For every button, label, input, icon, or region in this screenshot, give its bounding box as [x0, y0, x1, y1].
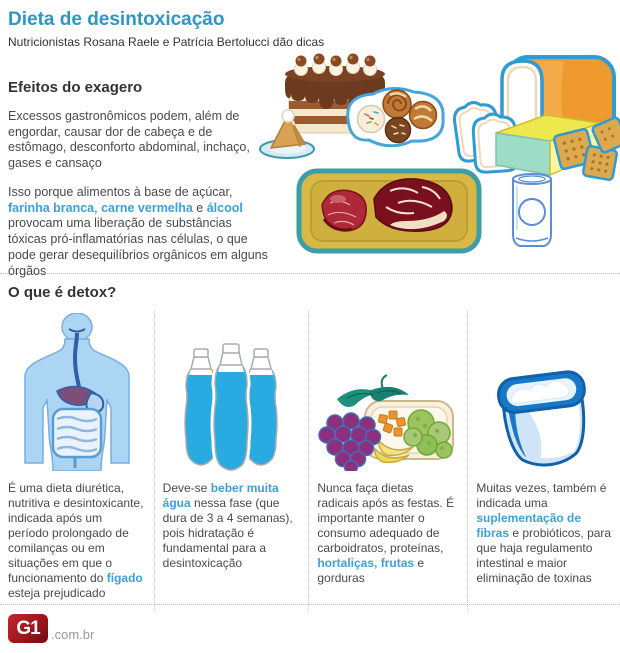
emphasis-suplementacao-fibras: suplementação de fibras: [476, 510, 582, 540]
detox-text-fibras: [476, 481, 612, 586]
yogurt-pot-icon: [493, 357, 595, 471]
col2-pre: Deve-se: [162, 480, 211, 495]
digestive-system-icon: [17, 313, 135, 471]
emphasis-farinha-branca: farinha branca: [8, 200, 95, 215]
col2-post: nessa fase (que dura de 3 a 4 semanas), pois hidratação é fundamental para a desintoxicação: [162, 495, 293, 570]
effects-paragraph-2: [8, 185, 272, 280]
pie-slice-icon: [258, 103, 316, 161]
detox-column-frutas: [308, 311, 465, 611]
emphasis-carne-vermelha: carne vermelha: [101, 200, 193, 215]
p2-sep2: e: [192, 200, 207, 215]
effects-section: [0, 49, 620, 278]
g1-domain-text: .com.br: [51, 627, 95, 642]
donuts-icon: [340, 81, 450, 153]
p2-pre: Isso porque alimentos à base de açúcar,: [8, 184, 233, 199]
page-subtitle: Nutricionistas Rosana Raele e Patrícia Bertolucci dão dicas: [8, 34, 325, 49]
effects-paragraph-1: Excessos gastronômicos podem, além de engordar, causar dor de cabeça e de estômago, desconforto abdominal, inchaço, gases e cansaço: [8, 108, 250, 171]
fruits-vegetables-icon: [317, 371, 457, 471]
col4-pre: Muitas vezes, também é indicada uma: [476, 480, 607, 510]
col3-pre: Nunca faça dietas radicais após as festas. É importante manter o consumo adequado de carboidratos, proteínas,: [317, 480, 455, 555]
detox-text-figado: [8, 481, 144, 601]
col4-post: e probióticos, para que haja regulamento intestinal e maior eliminação de toxinas: [476, 525, 612, 585]
emphasis-beber-agua: beber muita água: [162, 480, 279, 510]
footer: [0, 604, 620, 653]
emphasis-figado: fígado: [106, 570, 143, 585]
col3-post: e gorduras: [317, 555, 425, 585]
raw-meat-tray-icon: [294, 163, 484, 257]
detox-heading: O que é detox?: [8, 283, 117, 301]
detox-column-fibras: [467, 311, 620, 611]
col1-post: esteja prejudicado: [8, 585, 106, 600]
p2-post: provocam uma liberação de substâncias tóxicas pró-inflamatórias nas células, o que pode gerar desequilíbrios orgânicos em alguns órgãos: [8, 216, 268, 278]
detox-text-frutas: [317, 481, 457, 586]
page-title: Dieta de desintoxicação: [8, 9, 225, 30]
detox-column-figado: [0, 311, 152, 611]
detox-column-agua: [154, 311, 307, 611]
effects-text-block: [8, 79, 272, 293]
detox-text-agua: [163, 481, 299, 571]
emphasis-hortalicas-frutas: hortaliças, frutas: [317, 555, 415, 570]
soda-can-icon: [506, 166, 558, 256]
emphasis-alcool: álcool: [206, 200, 243, 215]
p2-sep1: ,: [94, 200, 102, 215]
digestive-icon-area: [8, 311, 144, 471]
yogurt-icon-area: [476, 311, 612, 471]
water-icon-area: [163, 311, 299, 471]
water-bottles-icon: [175, 343, 287, 471]
produce-icon-area: [317, 311, 457, 471]
detox-section: [0, 284, 620, 611]
header: [0, 0, 620, 49]
col1-pre: É uma dieta diurética, nutritiva e desintoxicante, indicada após um período prolongado de comilanças ou em situações em que o funcionamento do: [8, 480, 144, 585]
effects-heading: Efeitos do exagero: [8, 78, 143, 96]
g1-logo: G1: [8, 614, 48, 643]
detox-columns: [0, 311, 620, 611]
